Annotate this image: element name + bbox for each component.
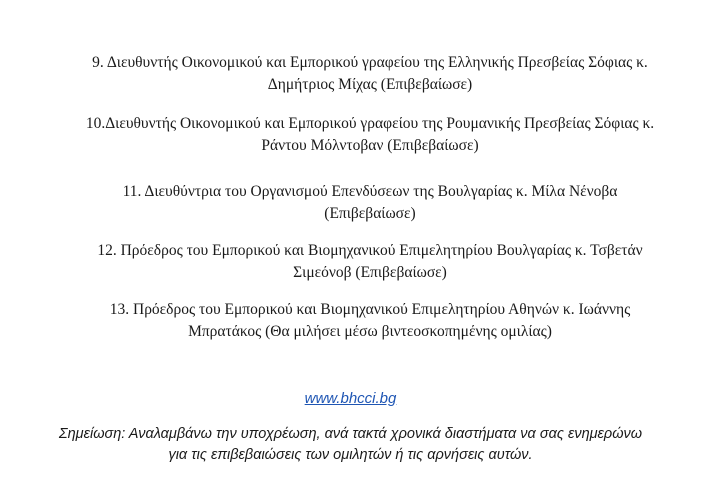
speaker-item-9-line1: 9. Διευθυντής Οικονομικού και Εμπορικού γραφείου της Ελληνικής Πρεσβείας Σόφιας κ. <box>92 54 648 71</box>
speaker-item-10-line2: Ράντου Μόλντοβαν (Επιβεβαίωσε) <box>261 137 479 154</box>
speaker-item-11 <box>40 181 700 225</box>
speaker-item-10 <box>40 113 700 157</box>
speaker-item-9-line2: Δημήτριος Μίχας (Επιβεβαίωσε) <box>267 76 473 93</box>
speaker-item-12-line2: Σιμεόνοβ (Επιβεβαίωσε) <box>293 264 447 281</box>
speaker-item-13 <box>40 299 700 343</box>
footnote-line1: Σημείωση: Αναλαμβάνω την υποχρέωση, ανά τακτά χρονικά διαστήματα να σας ενημερώνω <box>58 426 643 442</box>
footnote-line2: για τις επιβεβαιώσεις των ομιλητών ή τις αρνήσεις αυτών. <box>168 447 533 463</box>
speaker-item-12-line1: 12. Πρόεδρος του Εμπορικού και Βιομηχανικού Επιμελητηρίου Βουλγαρίας κ. Τσβετάν <box>97 242 643 259</box>
speaker-item-13-line1: 13. Πρόεδρος του Εμπορικού και Βιομηχανικού Επιμελητηρίου Αθηνών κ. Ιωάννης <box>109 301 631 318</box>
speaker-item-12 <box>40 240 700 284</box>
footnote <box>0 424 701 466</box>
speaker-item-11-line1: 11. Διευθύντρια του Οργανισμού Επενδύσεων της Βουλγαρίας κ. Μίλα Νένοβα <box>122 183 618 200</box>
speaker-item-13-line2: Μπρατάκος (Θα μιλήσει μέσω βιντεοσκοπημένης ομιλίας) <box>188 323 552 340</box>
speaker-item-9 <box>40 52 700 96</box>
speaker-item-11-line2: (Επιβεβαίωσε) <box>324 205 416 222</box>
speaker-item-10-line1: 10.Διευθυντής Οικονομικού και Εμπορικού γραφείου της Ρουμανικής Πρεσβείας Σόφιας κ. <box>85 115 655 132</box>
website-link[interactable]: www.bhcci.bg <box>304 390 397 407</box>
